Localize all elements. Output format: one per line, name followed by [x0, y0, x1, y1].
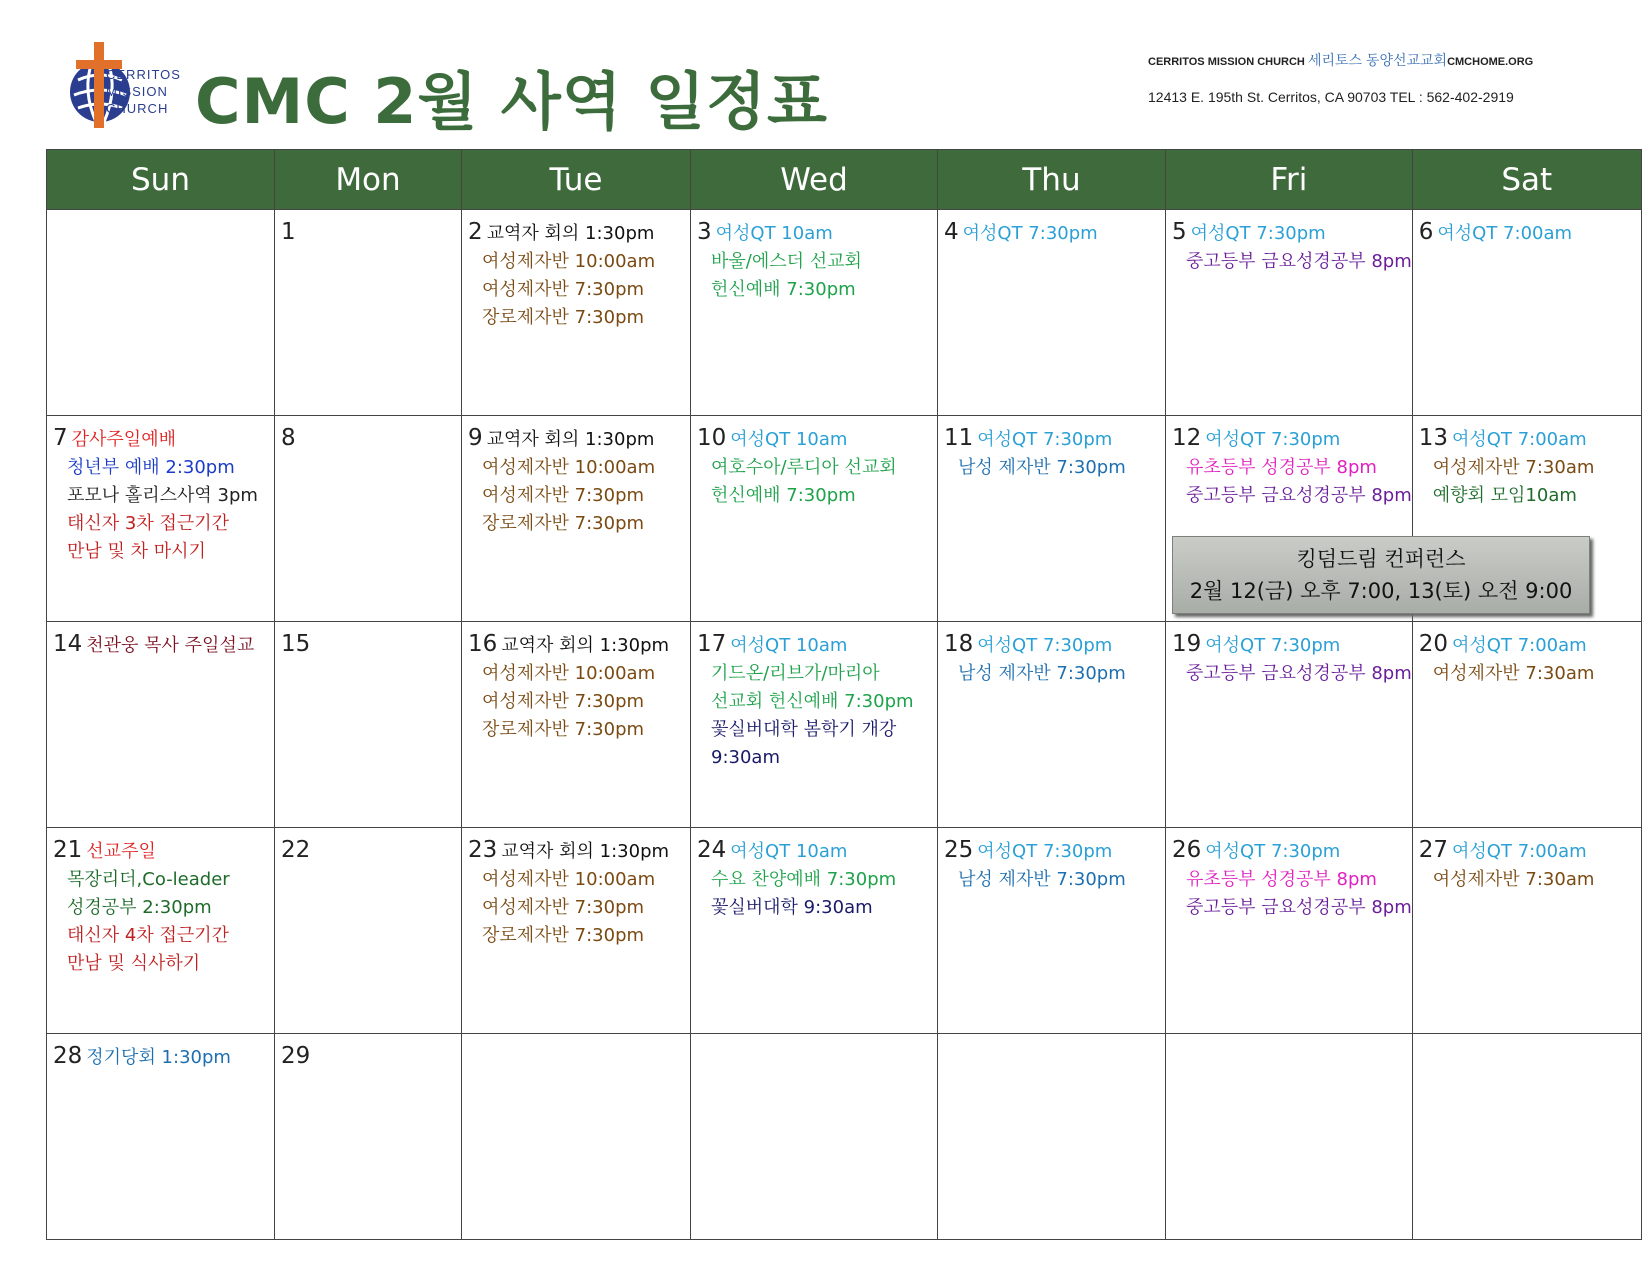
calendar-day-cell[interactable] [1166, 622, 1413, 828]
calendar-day-cell[interactable] [47, 828, 275, 1034]
day-content [938, 210, 1165, 248]
event-item: 태신자 3차 접근기간 [67, 513, 229, 534]
day-content [275, 1034, 461, 1072]
calendar-day-cell[interactable] [47, 416, 275, 622]
event-item: 감사주일예배 [71, 429, 176, 450]
calendar-day-cell[interactable] [691, 828, 938, 1034]
weekday-header: Fri [1166, 150, 1413, 210]
event-item: 여성제자반 10:00am [482, 869, 656, 890]
event-item: 중고등부 금요성경공부 8pm [1186, 897, 1412, 918]
day-content [275, 622, 461, 660]
calendar-day-cell[interactable] [938, 622, 1166, 828]
calendar-day-cell[interactable] [47, 210, 275, 416]
day-content [1166, 1034, 1412, 1072]
calendar-day-cell[interactable] [462, 828, 691, 1034]
calendar-day-cell[interactable] [275, 1034, 462, 1240]
calendar-day-cell[interactable] [691, 416, 938, 622]
event-item: 여성QT 7:00am [1452, 635, 1587, 656]
event-item: 여성제자반 7:30pm [482, 897, 645, 918]
event-item: 여성제자반 7:30pm [482, 279, 645, 300]
day-content [1413, 416, 1641, 510]
event-item: 여성제자반 7:30pm [482, 691, 645, 712]
event-item: 꽃실버대학 9:30am [711, 897, 873, 918]
event-item: 여성QT 7:00am [1452, 841, 1587, 862]
event-item: 만남 및 차 마시기 [67, 541, 206, 562]
day-content [1413, 1034, 1641, 1072]
day-content [462, 210, 690, 332]
calendar-day-cell[interactable] [938, 210, 1166, 416]
calendar-day-cell[interactable] [462, 1034, 691, 1240]
day-number: 29 [281, 1043, 311, 1069]
calendar-table [46, 149, 1642, 1240]
event-item: 헌신예배 7:30pm [711, 485, 856, 506]
event-item: 유초등부 성경공부 8pm [1186, 457, 1377, 478]
day-number: 1 [281, 219, 296, 245]
weekday-header: Thu [938, 150, 1166, 210]
day-number: 17 [697, 631, 727, 657]
day-content [691, 210, 937, 304]
weekday-header: Sun [47, 150, 275, 210]
day-number: 3 [697, 219, 712, 245]
day-content [938, 416, 1165, 482]
day-content [1166, 828, 1412, 922]
event-item: 여성제자반 10:00am [482, 663, 656, 684]
day-content [275, 416, 461, 454]
logo-line-1: CERRITOS [106, 67, 181, 82]
day-content [462, 828, 690, 950]
banner-title: 킹덤드림 컨퍼런스 [1296, 547, 1466, 571]
conference-banner [1172, 536, 1590, 614]
day-content [1166, 416, 1412, 510]
calendar-day-cell[interactable] [275, 416, 462, 622]
logo-line-2: MISSION [106, 84, 168, 99]
event-item: 여성QT 7:30pm [962, 223, 1098, 244]
day-content [1166, 210, 1412, 276]
calendar-day-cell[interactable] [462, 622, 691, 828]
event-item: 수요 찬양예배 7:30pm [711, 869, 897, 890]
calendar-day-cell[interactable] [1166, 828, 1413, 1034]
calendar-body [47, 210, 1642, 1240]
event-item: 목장리더,Co-leader [67, 869, 230, 890]
day-number: 28 [53, 1043, 83, 1069]
logo-text [106, 66, 181, 117]
event-item: 태신자 4차 접근기간 [67, 925, 229, 946]
day-number: 5 [1172, 219, 1187, 245]
day-number: 2 [468, 219, 483, 245]
event-item: 선교회 헌신예배 7:30pm [711, 691, 914, 712]
event-item: 여성QT 10am [730, 841, 848, 862]
event-item: 청년부 예배 2:30pm [67, 457, 235, 478]
event-item: 중고등부 금요성경공부 8pm [1186, 663, 1412, 684]
event-item: 여성QT 7:00am [1437, 223, 1573, 244]
day-number: 20 [1418, 631, 1449, 657]
day-content [47, 1034, 274, 1072]
logo-line-3: CHURCH [106, 101, 169, 116]
banner-dates: 2월 12(금) 오후 7:00, 13(토) 오전 9:00 [1189, 579, 1573, 603]
day-content [462, 622, 690, 744]
calendar-day-cell[interactable] [691, 1034, 938, 1240]
event-item: 남성 제자반 7:30pm [958, 869, 1126, 890]
event-item: 여성제자반 7:30am [1432, 869, 1595, 890]
day-content [938, 1034, 1165, 1072]
event-item: 장로제자반 7:30pm [482, 719, 645, 740]
church-name-en: CERRITOS MISSION CHURCH [1148, 56, 1305, 68]
day-number: 27 [1418, 837, 1449, 863]
weekday-header: Mon [275, 150, 462, 210]
calendar-week-row [47, 1034, 1642, 1240]
day-content [1166, 622, 1412, 688]
calendar-day-cell[interactable] [691, 210, 938, 416]
event-item: 여성QT 7:30pm [1205, 635, 1341, 656]
church-address: 12413 E. 195th St. Cerritos, CA 90703 TEL : 562-402-2919 [1148, 89, 1514, 105]
event-item: 교역자 회의 1:30pm [501, 841, 670, 862]
calendar-day-cell[interactable] [47, 1034, 275, 1240]
event-item: 여성QT 10am [715, 223, 833, 244]
event-item: 헌신예배 7:30pm [711, 279, 856, 300]
event-item: 성경공부 2:30pm [67, 897, 212, 918]
day-content [47, 622, 274, 660]
day-content [938, 828, 1165, 894]
day-number: 21 [53, 837, 83, 863]
event-item: 유초등부 성경공부 8pm [1186, 869, 1377, 890]
event-item: 여성QT 7:30pm [1190, 223, 1326, 244]
weekday-header: Sat [1412, 150, 1641, 210]
calendar-day-cell[interactable] [275, 828, 462, 1034]
cross-icon [94, 42, 104, 128]
church-info [1148, 50, 1533, 70]
event-item: 여성제자반 7:30am [1432, 663, 1595, 684]
calendar-day-cell[interactable] [1412, 1034, 1641, 1240]
event-item: 장로제자반 7:30pm [482, 513, 645, 534]
event-item: 중고등부 금요성경공부 8pm [1186, 251, 1412, 272]
event-item: 여성QT 10am [730, 635, 848, 656]
day-number: 24 [697, 837, 727, 863]
day-number: 4 [944, 219, 959, 245]
day-number: 25 [944, 837, 974, 863]
day-content [462, 416, 690, 538]
event-item: 여성제자반 10:00am [482, 251, 656, 272]
day-content [275, 210, 461, 248]
church-website[interactable]: CMCHOME.ORG [1447, 56, 1534, 68]
day-content [47, 416, 274, 566]
day-content [275, 828, 461, 866]
calendar-day-cell[interactable] [938, 1034, 1166, 1240]
day-number: 22 [281, 837, 311, 863]
event-item: 교역자 회의 1:30pm [501, 635, 670, 656]
event-item: 포모나 홀리스사역 3pm [67, 485, 258, 506]
day-content [1413, 828, 1641, 894]
day-number: 26 [1172, 837, 1202, 863]
calendar-day-cell[interactable] [1166, 210, 1413, 416]
event-item: 바울/에스더 선교회 [711, 251, 862, 272]
event-item: 정기당회 1:30pm [86, 1047, 231, 1068]
calendar-day-cell[interactable] [691, 622, 938, 828]
event-item: 남성 제자반 7:30pm [958, 663, 1126, 684]
day-content [691, 622, 937, 772]
calendar-day-cell[interactable] [1166, 1034, 1413, 1240]
day-content [47, 828, 274, 978]
event-item: 여성제자반 7:30am [1432, 457, 1595, 478]
event-item: 중고등부 금요성경공부 8pm [1186, 485, 1412, 506]
calendar-day-cell[interactable] [1412, 828, 1641, 1034]
calendar-week-row [47, 210, 1642, 416]
calendar-week-row [47, 828, 1642, 1034]
church-name-kr: 세리토스 동양선교교회 [1307, 52, 1448, 68]
day-number: 10 [697, 425, 727, 451]
calendar-week-row [47, 622, 1642, 828]
day-content [691, 828, 937, 922]
day-content [1413, 622, 1641, 688]
calendar-day-cell[interactable] [938, 416, 1166, 622]
event-item: 여성QT 7:30pm [977, 841, 1113, 862]
day-number: 23 [468, 837, 498, 863]
day-number: 13 [1418, 425, 1449, 451]
day-number: 14 [53, 631, 83, 657]
event-item: 여성QT 7:30pm [1205, 841, 1341, 862]
day-content [938, 622, 1165, 688]
event-item: 기드온/리브가/마리아 [711, 663, 880, 684]
calendar-day-cell[interactable] [1412, 622, 1641, 828]
day-number: 8 [281, 425, 296, 451]
event-item: 장로제자반 7:30pm [482, 925, 645, 946]
event-item: 예향회 모임10am [1432, 485, 1577, 506]
event-item: 장로제자반 7:30pm [482, 307, 645, 328]
event-item: 여성QT 7:30pm [977, 429, 1113, 450]
day-content [1413, 210, 1641, 248]
day-number: 6 [1418, 219, 1434, 245]
event-item: 여성QT 7:30pm [1205, 429, 1341, 450]
event-item: 여성QT 7:00am [1452, 429, 1587, 450]
weekday-header: Tue [462, 150, 691, 210]
weekday-header: Wed [691, 150, 938, 210]
day-number: 12 [1172, 425, 1202, 451]
event-item: 남성 제자반 7:30pm [958, 457, 1126, 478]
day-number: 7 [53, 425, 68, 451]
day-content [691, 416, 937, 510]
event-item: 선교주일 [86, 841, 156, 862]
calendar-day-cell[interactable] [938, 828, 1166, 1034]
day-number: 18 [944, 631, 974, 657]
calendar-day-cell[interactable] [275, 622, 462, 828]
day-number: 11 [944, 425, 974, 451]
event-item: 여성제자반 7:30pm [482, 485, 645, 506]
day-number: 16 [468, 631, 498, 657]
calendar-day-cell[interactable] [47, 622, 275, 828]
weekday-header-row [47, 150, 1642, 210]
day-content [691, 1034, 937, 1072]
day-content [47, 210, 274, 248]
event-item: 여성제자반 10:00am [482, 457, 656, 478]
event-item: 여성QT 7:30pm [977, 635, 1113, 656]
event-item: 꽃실버대학 봄학기 개강 [711, 719, 897, 740]
calendar-day-cell[interactable] [462, 210, 691, 416]
day-number: 19 [1172, 631, 1202, 657]
event-item: 천관웅 목사 주일설교 [86, 635, 255, 656]
calendar-day-cell[interactable] [275, 210, 462, 416]
event-item: 교역자 회의 1:30pm [486, 429, 655, 450]
event-item: 9:30am [711, 747, 780, 768]
event-item: 여호수아/루디아 선교회 [711, 457, 897, 478]
calendar-day-cell[interactable] [1412, 210, 1641, 416]
calendar-day-cell[interactable] [462, 416, 691, 622]
page-title: CMC 2월 사역 일정표 [195, 65, 828, 138]
event-item: 여성QT 10am [730, 429, 848, 450]
event-item: 교역자 회의 1:30pm [486, 223, 655, 244]
event-item: 만남 및 식사하기 [67, 953, 201, 974]
day-content [462, 1034, 690, 1072]
day-number: 15 [281, 631, 311, 657]
day-number: 9 [468, 425, 483, 451]
